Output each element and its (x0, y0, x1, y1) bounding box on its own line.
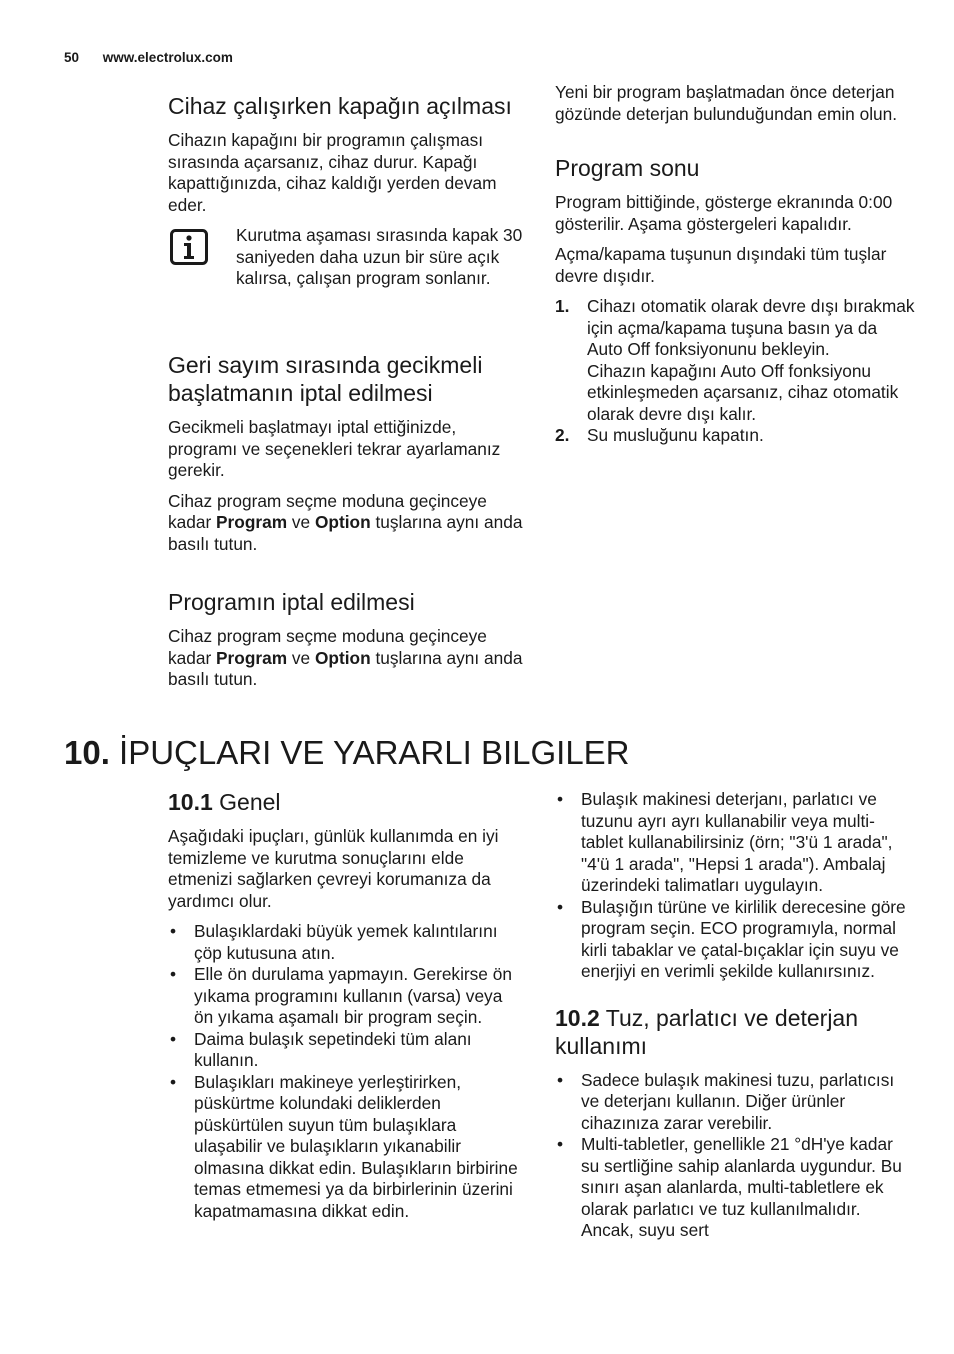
list-item: • Bulaşıklardaki büyük yemek kalıntılarını çöp kutusuna atın. (170, 921, 498, 963)
step-extra: Cihazın kapağını Auto Off fonksiyonu etkinleşmeden açarsanız, cihaz otomatik olarak devre dışı kalır. (587, 360, 899, 424)
tips-list (168, 921, 524, 1222)
list-item: • Sadece bulaşık makinesi tuzu, parlatıcısı ve deterjanı kullanın. Diğer ürünler cihazınıza zarar verebilir. (557, 1069, 895, 1133)
heading-door-open: Cihaz çalışırken kapağın açılması (168, 93, 512, 119)
step-number: 2. (555, 425, 570, 445)
paragraph: Açma/kapama tuşunun dışındaki tüm tuşlar devre dışıdır. (555, 244, 887, 286)
option-key-label: Option (314, 512, 371, 532)
left-column-bottom (168, 788, 524, 1231)
program-key-label: Program (216, 647, 288, 668)
info-icon (170, 229, 208, 265)
paragraph: Program bittiğinde, gösterge ekranında 0:00 gösterilir. Aşama göstergeleri kapalıdır. (555, 192, 893, 234)
option-key-label: Option (314, 647, 371, 668)
paragraph: Cihaz program seçme moduna geçinceye kadar Program ve Option tuşlarına aynı anda basılı tutun. (168, 626, 523, 689)
section-title: 10. İPUÇLARI VE YARARLI BILGILER (64, 734, 630, 771)
right-column-top (555, 82, 915, 456)
list-item: • Daima bulaşık sepetindeki tüm alanı kullanın. (170, 1028, 472, 1070)
list-item: • Bulaşığın türüne ve kirlilik derecesine göre program seçin. ECO programıyla, normal kirli tabaklar ve çatal-bıçaklar için suyu ve enerjiyi en verimli şekilde kullanırsınız. (557, 896, 906, 981)
tips-list-continued (555, 789, 915, 983)
steps-list (555, 296, 915, 447)
heading-cancel-delay: Geri sayım sırasında gecikmeli başlatmanın iptal edilmesi (168, 352, 483, 406)
info-note-text: Kurutma aşaması sırasında kapak 30 saniyeden daha uzun bir süre açık kalırsa, çalışan program sonlanır. (236, 225, 523, 288)
site-url: www.electrolux.com (102, 50, 233, 65)
paragraph: Cihaz program seçme moduna geçinceye kadar Program ve Option tuşlarına aynı anda basılı tutun. (168, 490, 523, 554)
heading-10-2: 10.2 Tuz, parlatıcı ve deterjan kullanımı (555, 1004, 859, 1059)
heading-cancel-program: Programın iptal edilmesi (168, 589, 415, 615)
page-header (64, 50, 233, 65)
right-column-bottom (555, 789, 915, 1251)
page-number: 50 (64, 50, 80, 65)
paragraph: Yeni bir program başlatmadan önce deterjan gözünde deterjan bulunduğundan emin olun. (555, 82, 898, 124)
list-item: • Elle ön durulama yapmayın. Gerekirse ön yıkama programını kullanın (varsa) veya ön yıkama aşamalı bir program seçin. (170, 964, 512, 1027)
list-item (555, 296, 915, 425)
paragraph: Gecikmeli başlatmayı iptal ettiğinizde, programı ve seçenekleri tekrar ayarlamanız gerekir. (168, 417, 501, 480)
paragraph: Cihazın kapağını bir programın çalışması sırasında açarsanız, cihaz durur. Kapağı kapattığınızda, cihaz kaldığı yerden devam eder. (168, 130, 497, 215)
step-text: Cihazı otomatik olarak devre dışı bırakmak için açma/kapama tuşuna basın ya da Auto Off fonksiyonunu bekleyin. (587, 296, 915, 359)
salt-rinse-detergent-list (555, 1070, 915, 1242)
left-column-top (168, 92, 524, 700)
list-item: • Bulaşık makinesi deterjanı, parlatıcı ve tuzunu ayrı ayrı kullanabilir veya multi-tablet kullanabilirsiniz (örn; "3'ü 1 arada", "4'ü 1 arada", "Hepsi 1 arada"). Ambalaj üzerindeki talimatları uygulayın. (557, 789, 893, 895)
list-item (555, 425, 915, 447)
program-key-label: Program (216, 512, 288, 532)
step-number: 1. (555, 296, 570, 316)
info-note (168, 225, 524, 309)
list-item: • Bulaşıkları makineye yerleştirirken, püskürtme kolundaki deliklerden püskürtülen suyun tüm bulaşıklara ulaşabilir ve bulaşıkların yıkanabilir olmasına dikkat edin. Bulaşıkların birbirine temas etmemesi ya da birbirlerinin üzerini kapatmamasına dikkat edin. (170, 1071, 518, 1221)
heading-program-end: Program sonu (555, 155, 700, 181)
list-item: • Multi-tabletler, genellikle 21 °dH'ye kadar su sertliğine sahip alanlarda uygundur. Bu sınırı aşan alanlarda, multi-tabletlere ek olarak parlatıcı ve tuz kullanılmalıdır. Ancak, suyu sert (557, 1134, 902, 1240)
paragraph: Aşağıdaki ipuçları, günlük kullanımda en iyi temizleme ve kurutma sonuçlarını elde etmenizi sağlarken çevreyi korumanıza da yardımcı olur. (168, 826, 499, 911)
heading-10-1: 10.1 Genel (168, 789, 281, 815)
step-text: Su musluğunu kapatın. (587, 425, 764, 445)
